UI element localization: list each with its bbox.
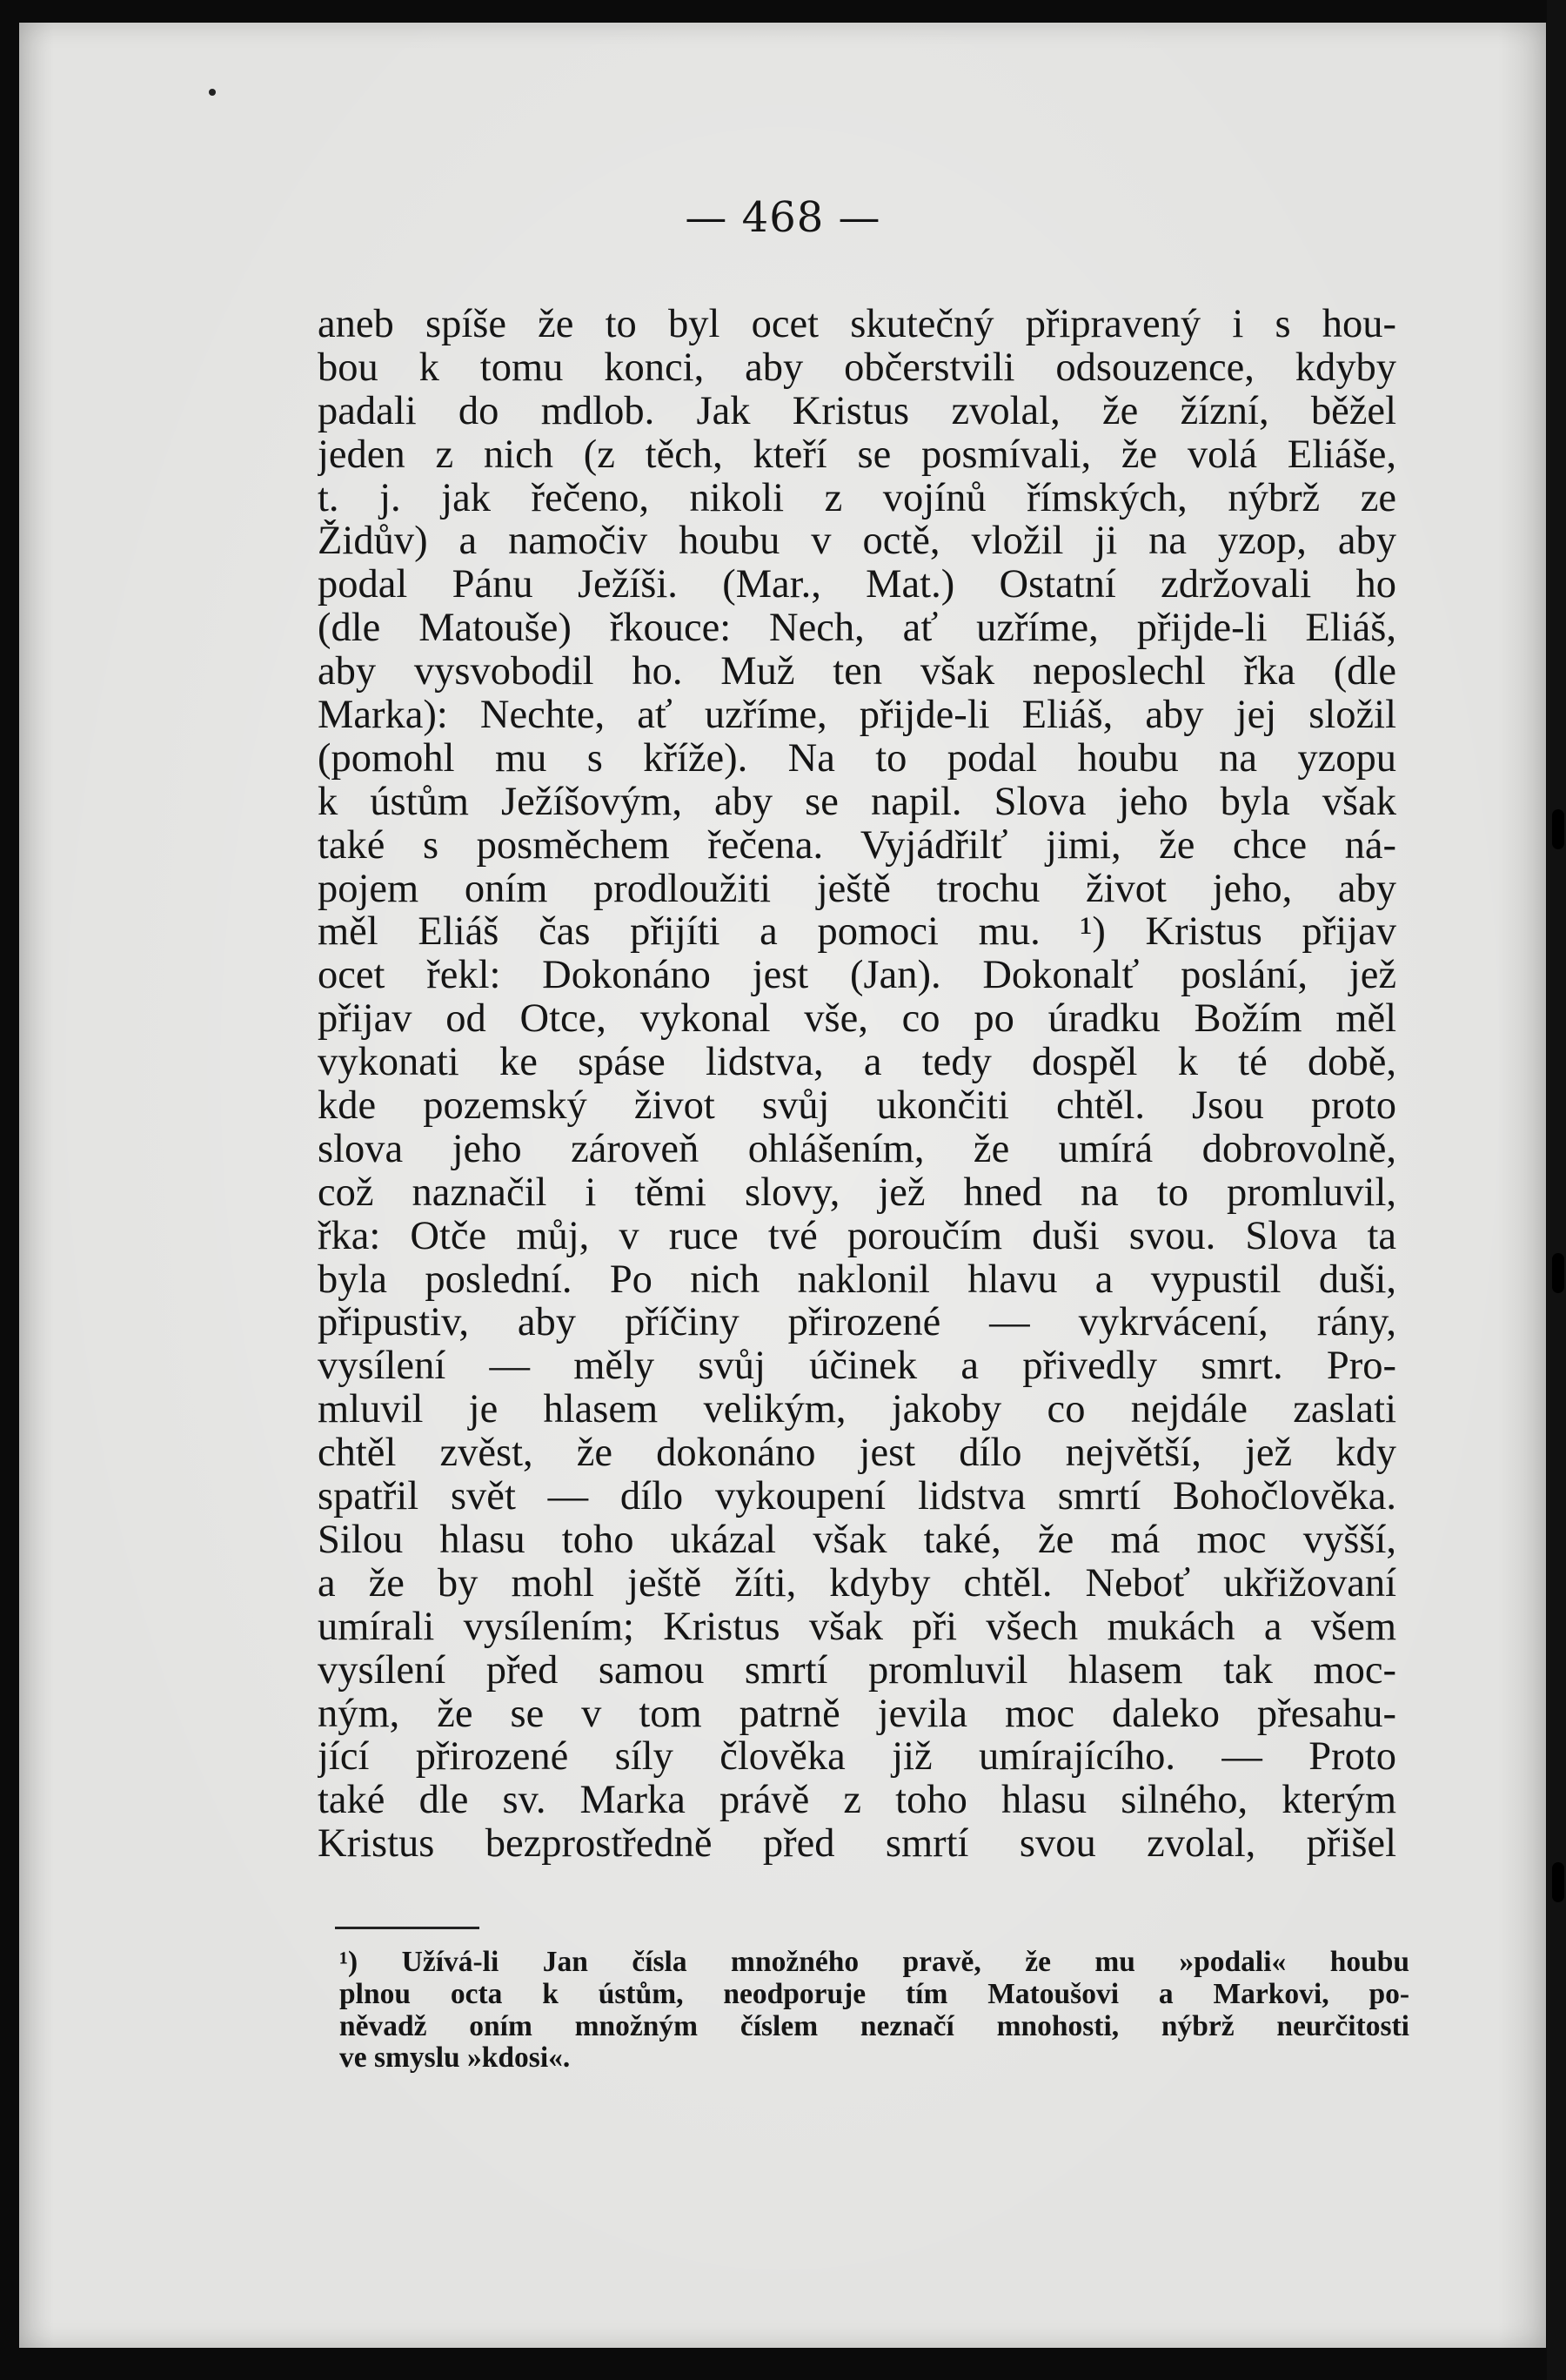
- scan-edge-strip: [1547, 0, 1566, 2380]
- body-line: řka: Otče můj, v ruce tvé poroučím duši svou. Slova ta: [318, 1214, 1396, 1258]
- body-line: také s posměchem řečena. Vyjádřilť jimi, že chce ná-: [318, 823, 1396, 868]
- scan-edge-mark: [1552, 1253, 1564, 1293]
- body-line: umírali vysílením; Kristus však při všech mukách a všem: [318, 1605, 1396, 1649]
- footnote-line: ve smyslu »kdosi«.: [339, 2042, 571, 2075]
- body-line: také dle sv. Marka právě z toho hlasu silného, kterým: [318, 1779, 1396, 1823]
- body-line: jeden z nich (z těch, kteří se posmívali, že volá Eliáše,: [318, 432, 1396, 477]
- body-line: Kristus bezprostředně před smrtí svou zvolal, přišel: [318, 1822, 1396, 1867]
- body-line: slova jeho zároveň ohlášením, že umírá dobrovolně,: [318, 1127, 1396, 1171]
- ink-speck: [209, 89, 216, 96]
- footnote-divider: [335, 1927, 479, 1929]
- body-line: bou k tomu konci, aby občerstvili odsouzence, kdyby: [318, 345, 1396, 390]
- body-line: k ústům Ježíšovým, aby se napil. Slova jeho byla však: [318, 780, 1396, 824]
- body-line: chtěl zvěst, že dokonáno jest dílo největší, jež kdy: [318, 1431, 1396, 1476]
- footnote: [339, 1947, 1409, 2075]
- footnote-line: plnou octa k ústům, neodporuje tím Matoušovi a Markovi, po-: [339, 1978, 1409, 2010]
- body-line: a že by mohl ještě žíti, kdyby chtěl. Neboť ukřižovaní: [318, 1561, 1396, 1606]
- body-line: pojem oním prodloužiti ještě trochu život jeho, aby: [318, 867, 1396, 911]
- body-line: ným, že se v tom patrně jevila moc daleko přesahu-: [318, 1692, 1396, 1736]
- footnote-line: něvadž oním množným číslem neznačí mnohosti, nýbrž neurčitosti: [339, 2010, 1409, 2042]
- body-line: (dle Matouše) řkouce: Nech, ať uzříme, přijde-li Eliáš,: [318, 607, 1396, 651]
- body-line: padali do mdlob. Jak Kristus zvolal, že žízní, běžel: [318, 389, 1396, 433]
- body-text: [318, 303, 1396, 1866]
- body-line: aby vysvobodil ho. Muž ten však neposlechl řka (dle: [318, 650, 1396, 694]
- body-line: měl Eliáš čas přijíti a pomoci mu. ¹) Kristus přijav: [318, 910, 1396, 955]
- footnote-line: ¹) Užívá-li Jan čísla množného pravě, že mu »podali« houbu: [339, 1947, 1409, 1978]
- body-line: připustiv, aby příčiny přirozené — vykrvácení, rány,: [318, 1301, 1396, 1345]
- body-line: jící přirozené síly člověka již umírajícího. — Proto: [318, 1735, 1396, 1780]
- body-line: kde pozemský život svůj ukončiti chtěl. Jsou proto: [318, 1084, 1396, 1128]
- body-line: podal Pánu Ježíši. (Mar., Mat.) Ostatní zdržovali ho: [318, 563, 1396, 607]
- scan-edge-mark: [1552, 809, 1564, 849]
- body-line: byla poslední. Po nich naklonil hlavu a vypustil duši,: [318, 1257, 1396, 1302]
- body-line: mluvil je hlasem velikým, jakoby co nejdále zaslati: [318, 1388, 1396, 1432]
- scan-edge-mark: [1552, 1862, 1564, 1902]
- body-line: aneb spíše že to byl ocet skutečný připravený i s hou-: [318, 303, 1396, 346]
- body-line: vysílení před samou smrtí promluvil hlasem tak moc-: [318, 1648, 1396, 1693]
- body-line: Židův) a namočiv houbu v octě, vložil ji na yzop, aby: [318, 520, 1396, 564]
- body-line: vykonati ke spáse lidstva, a tedy dospěl k té době,: [318, 1041, 1396, 1085]
- body-line: t. j. jak řečeno, nikoli z vojínů římských, nýbrž ze: [318, 476, 1396, 520]
- body-line: ocet řekl: Dokonáno jest (Jan). Dokonalť poslání, jež: [318, 954, 1396, 998]
- page-number: — 468 —: [685, 193, 881, 242]
- body-line: přijav od Otce, vykonal vše, co po úradku Božím měl: [318, 997, 1396, 1042]
- body-line: Marka): Nechte, ať uzříme, přijde-li Eliáš, aby jej složil: [318, 694, 1396, 737]
- body-line: spatřil svět — dílo vykoupení lidstva smrtí Bohočlověka.: [318, 1475, 1396, 1519]
- body-line: vysílení — měly svůj účinek a přivedly smrt. Pro-: [318, 1344, 1396, 1389]
- body-line: Silou hlasu toho ukázal však také, že má moc vyšší,: [318, 1518, 1396, 1562]
- body-line: což naznačil i těmi slovy, jež hned na to promluvil,: [318, 1170, 1396, 1215]
- body-line: (pomohl mu s kříže). Na to podal houbu na yzopu: [318, 736, 1396, 781]
